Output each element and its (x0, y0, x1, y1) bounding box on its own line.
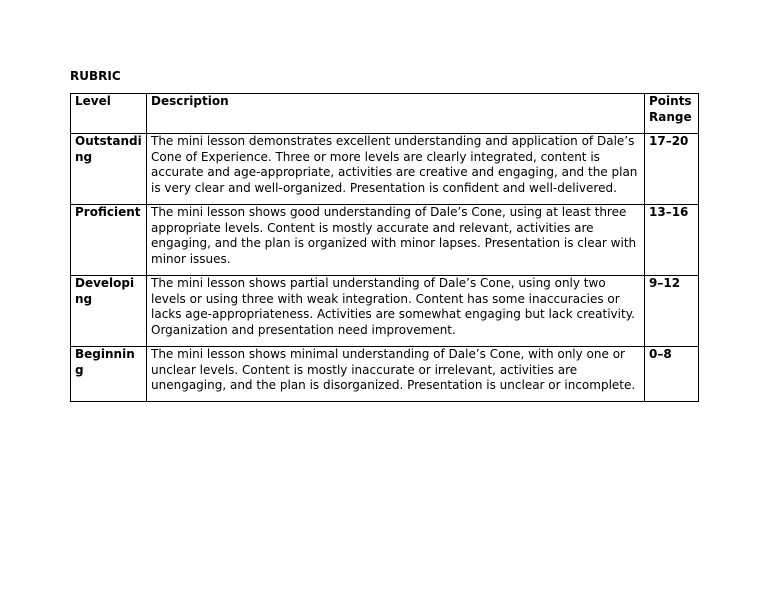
description-cell: The mini lesson demonstrates excellent understanding and application of Dale’s Cone of Experience. Three or more levels are clearly integrated, content is accurate and age-appropriate, activities are creative and engaging, and the plan is very clear and well-organized. Presentation is confident and well-delivered. (147, 134, 645, 205)
header-level: Level (71, 94, 147, 134)
table-row (71, 347, 699, 402)
points-cell: 13–16 (645, 205, 699, 276)
points-cell: 17–20 (645, 134, 699, 205)
description-cell: The mini lesson shows minimal understanding of Dale’s Cone, with only one or unclear levels. Content is mostly inaccurate or irrelevant, activities are unengaging, and the plan is disorganized. Presentation is unclear or incomplete. (147, 347, 645, 402)
table-row (71, 276, 699, 347)
points-cell: 0–8 (645, 347, 699, 402)
level-cell: Outstanding (71, 134, 147, 205)
header-points-range: Points Range (645, 94, 699, 134)
header-description: Description (147, 94, 645, 134)
level-cell: Proficient (71, 205, 147, 276)
points-cell: 9–12 (645, 276, 699, 347)
level-cell: Beginning (71, 347, 147, 402)
rubric-heading: RUBRIC (70, 69, 121, 83)
table-row (71, 205, 699, 276)
table-row (71, 134, 699, 205)
rubric-table (70, 93, 699, 402)
table-header-row (71, 94, 699, 134)
level-cell: Developing (71, 276, 147, 347)
description-cell: The mini lesson shows good understanding of Dale’s Cone, using at least three appropriate levels. Content is mostly accurate and relevant, activities are engaging, and the plan is organized with minor lapses. Presentation is clear with minor issues. (147, 205, 645, 276)
description-cell: The mini lesson shows partial understanding of Dale’s Cone, using only two levels or using three with weak integration. Content has some inaccuracies or lacks age-appropriateness. Activities are somewhat engaging but lack creativity. Organization and presentation need improvement. (147, 276, 645, 347)
